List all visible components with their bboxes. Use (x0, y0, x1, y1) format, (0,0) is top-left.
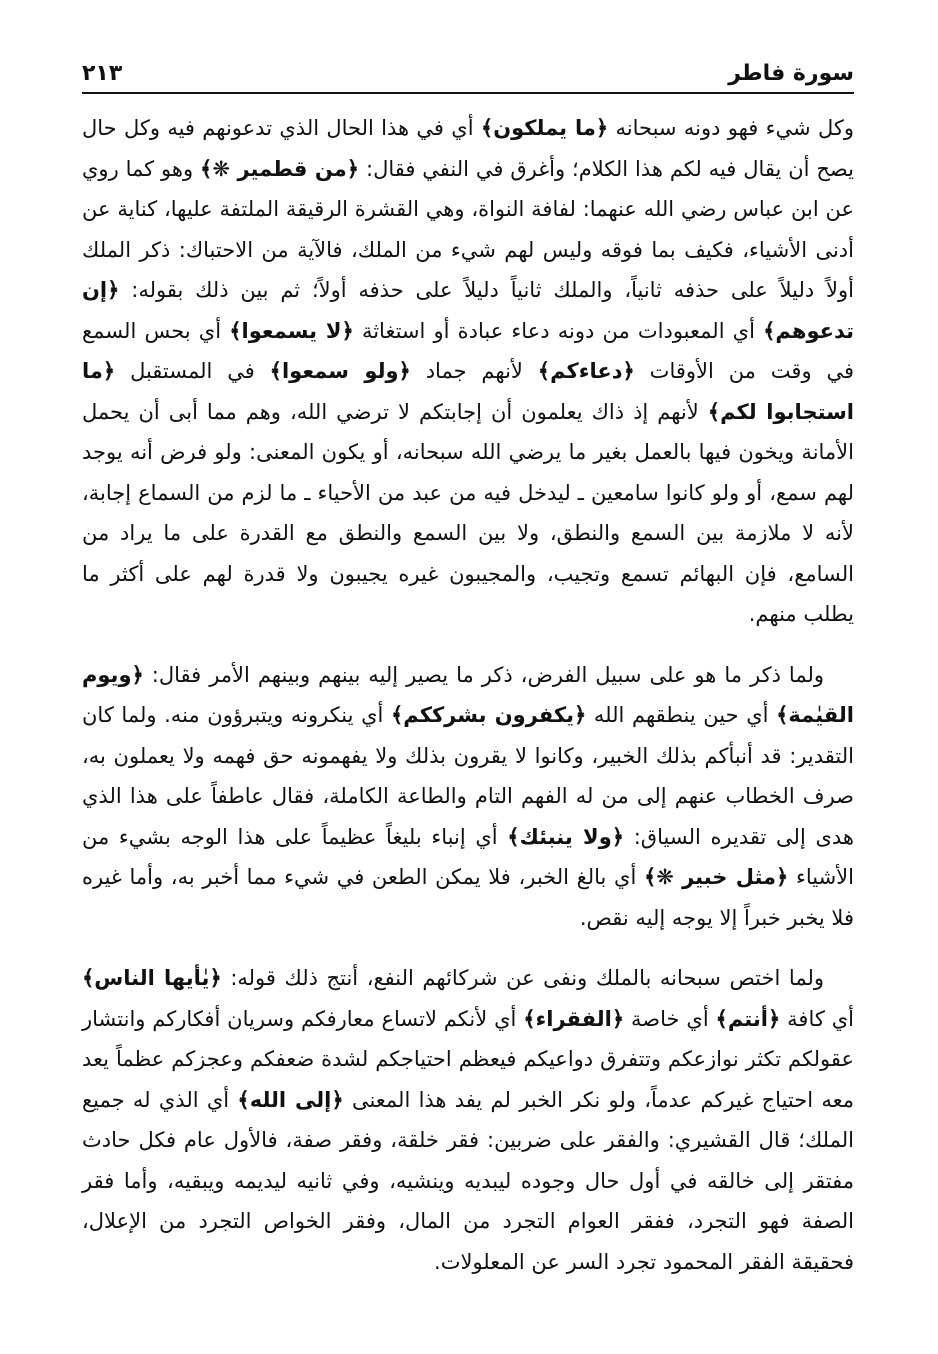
commentary-segment: أي بحس السمع في وقت من الأوقات (82, 318, 854, 383)
quran-quote: ﴿ما استجابوا لكم﴾ (82, 359, 854, 424)
commentary-segment: أي حين ينطقهم الله (586, 703, 777, 727)
commentary-segment: أي إنباء بليغاً عظيماً على هذا الوجه بشيء من الأشياء (82, 824, 854, 889)
commentary-text (82, 108, 854, 1282)
quran-quote: ﴿إن تدعوهم﴾ (82, 278, 854, 343)
quran-quote: ﴿يكفرون بشرككم﴾ (390, 703, 587, 727)
quran-quote: ﴿ما يملكون﴾ (480, 116, 609, 140)
commentary-segment: أي المعبودات من دونه دعاء عبادة أو استغاثة (353, 318, 764, 343)
paragraph-1 (82, 108, 854, 635)
quran-quote: ﴿مثل خبير ❋﴾ (643, 865, 789, 889)
quran-quote: ﴿لا يسمعوا﴾ (229, 318, 354, 343)
quran-quote: ﴿من قطمير ❋﴾ (200, 156, 360, 181)
page-header (82, 52, 854, 90)
commentary-segment: وهو كما روي عن ابن عباس رضي الله عنهما: لفافة النواة، وهي القشرة الرقيقة الملتفة عليها، كناية عن أدنى الأشياء، فكيف بما فوقه وليس لهم شيء من الملك، فالآية من الاحتباك: ذكر الملك أولاً دليلاً على حذفه ثانياً، والملك ثانياً دليلاً على حذفه أولاً؛ ثم بين ذلك بقوله: (82, 156, 854, 302)
paragraph-3 (82, 958, 854, 1282)
quran-quote: ﴿إلى الله﴾ (237, 1087, 344, 1112)
quran-quote: ﴿أنتم﴾ (715, 1006, 781, 1031)
header-divider (82, 92, 854, 94)
commentary-segment: أي خاصة (624, 1006, 716, 1031)
quran-quote: ﴿دعاءكم﴾ (537, 359, 635, 383)
quran-quote: ﴿يٰأيها الناس﴾ (82, 966, 222, 990)
quran-quote: ﴿الفقراء﴾ (523, 1006, 625, 1031)
commentary-segment: وكل شيء فهو دونه سبحانه (608, 116, 855, 140)
commentary-segment: أي الذي له جميع الملك؛ قال القشيري: والفقر على ضربين: فقر خلقة، وفقر صفة، فالأول عام فكل حادث مفتقر إلى خالقه في أول حال وجوده ليبديه وينشيه، وفي ثانيه ليديمه ويبقيه، وأما فقر الصفة فهو التجرد، ففقر العوام التجرد من المال، وفقر الخواص التجرد من الإعلال، فحقيقة الفقر المحمود تجرد السر عن المعلولات. (82, 1087, 854, 1274)
commentary-segment: لأنهم إذ ذاك يعلمون أن إجابتكم لا ترضي الله، وهم مما أبى أن يحمل الأمانة ويخون فيها بالعمل بغير ما يرضي الله سبحانه، أو يكون المعنى: ولو فرض أنه يوجد لهم سمع، أو ولو كانوا سامعين ـ ليدخل فيه من عبد من الأحياء ـ ما لزم من السماع إجابة، لأنه لا ملازمة بين السمع والنطق، ولا بين السمع والنطق مع القدرة على ما يراد من السامع، فإن البهائم تسمع وتجيب، والمجيبون غيره يجيبون ولا قدرة لهم على أكثر ما يطلب منهم. (82, 399, 854, 626)
commentary-segment: أي كافة (780, 1006, 854, 1031)
commentary-segment: ولما ذكر ما هو على سبيل الفرض، ذكر ما يصير إليه بينهم وبينهم الأمر فقال: (143, 662, 824, 687)
commentary-segment: لأنهم جماد (410, 359, 538, 383)
quran-quote: ﴿ولا ينبئك﴾ (507, 824, 625, 849)
commentary-segment: ولما اختص سبحانه بالملك ونفى عن شركائهم النفع، أنتج ذلك قوله: (221, 966, 824, 990)
commentary-segment: أي لأنكم لاتساع معارفكم وسريان أفكاركم وانتشار عقولكم تكثر نوازعكم وتتفرق دواعيكم فيعظم احتياجكم لشدة ضعفكم وعجزكم عظماً يعد معه احتياج غيركم عدماً، ولو نكر الخبر لم يفد هذا المعنى (82, 1006, 854, 1112)
quran-quote: ﴿ولو سمعوا﴾ (269, 359, 411, 383)
page-number: ٢١٣ (82, 61, 123, 86)
quran-quote: ﴿ويوم القيٰمة﴾ (82, 662, 854, 727)
commentary-segment: أي بالغ الخبر، فلا يمكن الطعن في شيء مما أخبر به، وأما غيره فلا يخبر خبراً إلا يوجه إليه نقص. (82, 865, 854, 930)
commentary-segment: في المستقبل (115, 359, 270, 383)
commentary-segment: أي ينكرونه ويتبرؤون منه. ولما كان التقدير: قد أنبأكم بذلك الخبير، وكانوا لا يقرون بذلك ولا يفهمونه حق فهمه ولا يعملون به، صرف الخطاب عنهم إلى من له الفهم التام والطاعة الكاملة، فقال عاطفاً على هذا الذي هدى إلى تقديره السياق: (82, 703, 854, 849)
commentary-segment: أي في هذا الحال الذي تدعونهم فيه وكل حال يصح أن يقال فيه لكم هذا الكلام؛ وأغرق في النفي فقال: (82, 116, 854, 181)
surah-title: سورة فاطر (728, 61, 854, 86)
paragraph-2 (82, 655, 854, 939)
